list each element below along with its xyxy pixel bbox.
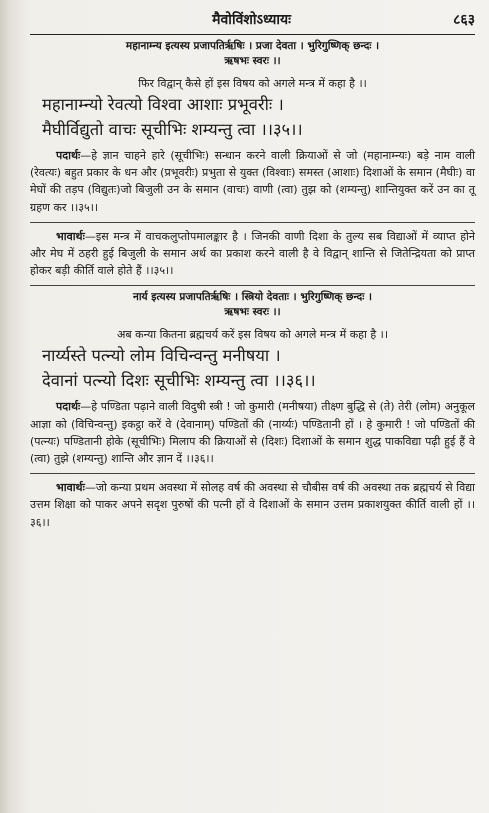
mantra-section-36 — [30, 290, 475, 530]
bhavartha-paragraph — [30, 479, 475, 531]
bhavartha-text: —जो कन्या प्रथम अवस्था में सोलह वर्ष की अवस्था से चौबीस वर्ष की अवस्था तक ब्रह्मचर्य से विद्या उत्तम शिक्षा को पाकर अपने सदृश पुरुषों की पत्नी हों वे दिशाओं के समान उत्तम प्रकाशयुक्त कीर्ति वाली हों ।।३६।। — [30, 481, 475, 529]
rishi-devata-line: नार्य इत्यस्य प्रजापतिर्ऋषिः । स्त्रियो देवताः । भुरिगुष्णिक् छन्दः । — [133, 291, 372, 304]
mantra-intro: अब कन्या कितना ब्रह्मचर्य करें इस विषय को अगले मन्त्र में कहा है ।। — [117, 328, 388, 342]
bhavartha-paragraph — [30, 228, 475, 280]
rishi-devata-line: महानाम्न्य इत्यस्य प्रजापतिर्ऋषिः । प्रजा देवता । भुरिगुष्णिक् छन्दः । — [125, 40, 380, 52]
padartha-label: पदार्थः — [56, 400, 81, 414]
bhavartha-text: —इस मन्त्र में वाचकलुप्तोपमालङ्कार है । जिनकी वाणी दिशा के तुल्य सब विद्याओं में व्याप्त होने और मेघ में ठहरी हुई बिजुली के समान अर्थ का प्रकाश करने वाली है वे विद्वान् शान्ति से जितेन्द्रियता को प्राप्त होकर बड़ी कीर्ति वाले होते हैं ।।३५।। — [30, 229, 475, 278]
mantra-line-1: नार्य्यस्ते पत्न्यो लोम विचिन्वन्तु मनीषया । — [42, 346, 281, 366]
mantra-line-1: महानाम्न्यो रेवत्यो विश्वा आशाः प्रभूवरीः । — [42, 95, 284, 114]
padartha-text: —हे ज्ञान चाहने हारे (सूचीभिः) सन्धान करने वाली क्रियाओं से जो (महानाम्न्यः) बड़े नाम वाली (रेवत्यः) बहुत प्रकार के धन और (प्रभूवरीः) प्रभुता से युक्त (विश्वाः) समस्त (आशाः) दिशाओं के समान (मैघीः) वा मेघों की तड़प (विद्युतः)जो बिजुली उन के समान (वाचः) वाणी (त्वा) तुझ को (शम्यन्तु) शान्तियुक्त करें उन का तू ग्रहण कर ।।३५।। — [30, 149, 475, 214]
section-divider — [30, 285, 475, 286]
bhavartha-label: भावार्थः — [56, 229, 85, 243]
mantra-section-35 — [30, 39, 475, 279]
bhavartha-label: भावार्थः — [56, 481, 85, 495]
header-rule — [30, 34, 475, 35]
padartha-paragraph — [30, 398, 475, 467]
mantra-line-2: देवानां पत्न्यो दिशः सूचीभिः शम्यन्तु त्वा ।।३६।। — [42, 371, 316, 391]
padartha-text: —हे पण्डिता पढ़ाने वाली विदुषी स्त्री ! जो कुमारी (मनीषया) तीक्ष्ण बुद्धि से (ते) तेरी (लोम) अनुकूल आज्ञा को (विचिन्वन्तु) इकट्ठा करें वे (देवानाम्) पण्डितों की (नार्य्यः) पण्डितानी हों । हे कुमारी ! जो पण्डितों की (पत्न्यः) पण्डितानी होके (सूचीभिः) मिलाप की क्रियाओं से (दिशः) दिशाओं के समान शुद्ध पाकविद्या पढ़ी हुई हैं वे (त्वा) तुझे (शम्यन्तु) शान्ति और ज्ञान दें ।।३६।। — [30, 400, 475, 466]
padartha-paragraph — [30, 147, 475, 216]
svara-line: ऋषभः स्वरः ।। — [224, 55, 281, 67]
padartha-label: पदार्थः — [56, 149, 81, 162]
mantra-intro: फिर विद्वान् कैसे हों इस विषय को अगले मन्त्र में कहा है ।। — [138, 77, 367, 90]
svara-line: ऋषभः स्वरः ।। — [224, 306, 281, 319]
section-divider — [30, 473, 475, 474]
page-number: ८६३ — [453, 12, 475, 28]
section-divider — [30, 222, 475, 223]
mantra-line-2: मैघीर्विद्युतो वाचः सूचीभिः शम्यन्तु त्वा ।।३५।। — [42, 120, 303, 139]
page-header — [30, 10, 475, 32]
chapter-title: मैवोविंशोऽध्यायः — [212, 12, 291, 28]
